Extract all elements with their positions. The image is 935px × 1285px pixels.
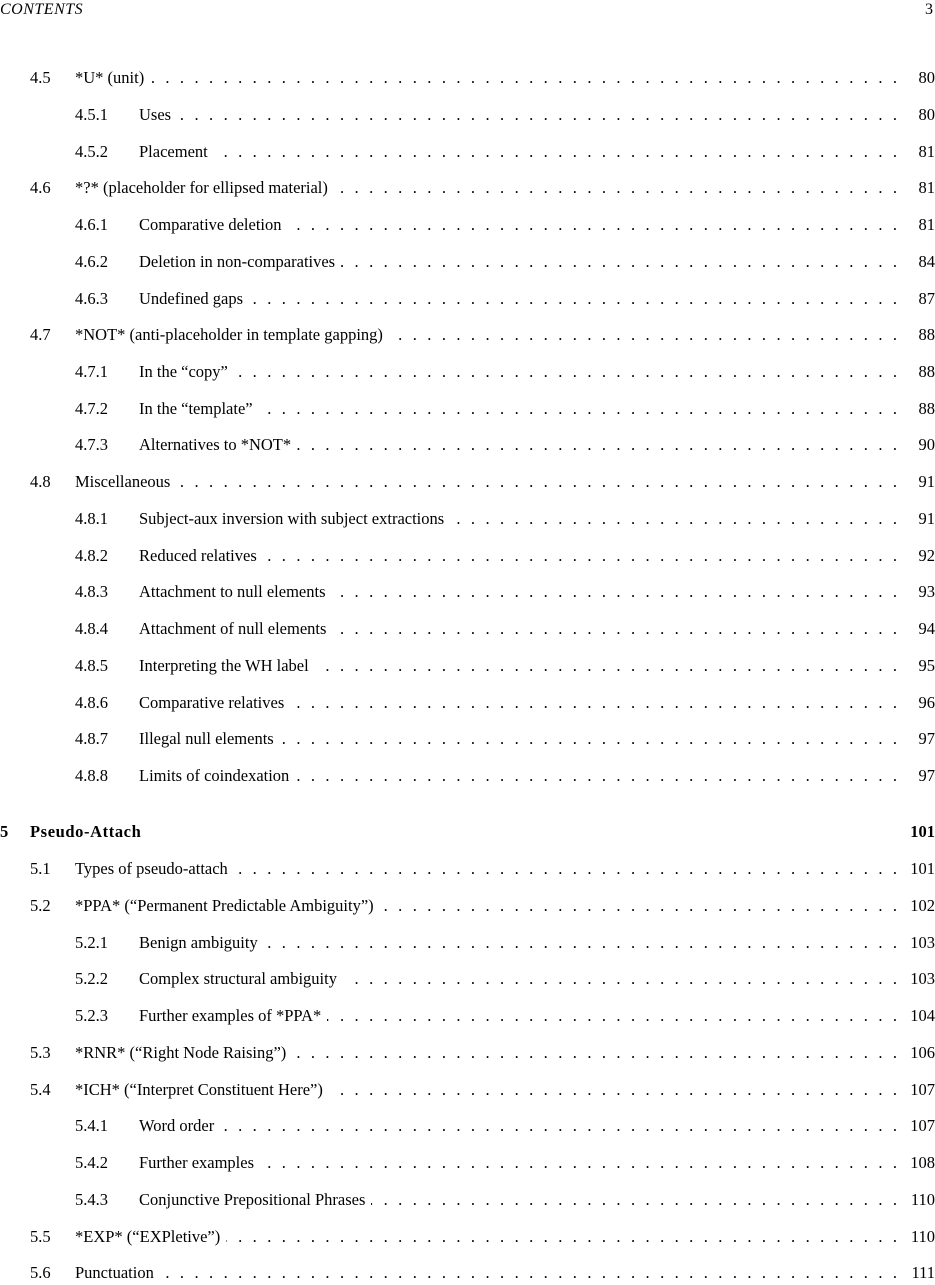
- toc-entry-page: 81: [918, 215, 935, 234]
- dot-leader: [389, 323, 901, 347]
- running-head-page-number: 3: [925, 1, 933, 18]
- toc-entry[interactable]: [0, 1041, 935, 1065]
- dot-leader: [260, 1151, 901, 1175]
- toc-entry[interactable]: [0, 213, 935, 237]
- toc-entry[interactable]: [0, 1004, 935, 1028]
- toc-entry-title: Alternatives to *NOT*: [139, 435, 292, 454]
- toc-entry-page: 103: [910, 933, 935, 952]
- toc-entry-page: 88: [918, 325, 935, 344]
- toc-entry[interactable]: [0, 507, 935, 531]
- toc-entry-page: 107: [910, 1116, 935, 1135]
- toc-entry[interactable]: [0, 66, 935, 90]
- toc-entry-page: 80: [918, 105, 935, 124]
- toc-entry-number: 4.7: [30, 325, 51, 344]
- toc-entry-number: 5.4.2: [75, 1153, 108, 1172]
- toc-entry-page: 102: [910, 896, 935, 915]
- running-head: [0, 0, 935, 22]
- toc-entry-number: 5.2.3: [75, 1006, 108, 1025]
- dot-leader: [177, 103, 901, 127]
- toc-entry-number: 5.1: [30, 859, 51, 878]
- toc-entry-page: 96: [918, 693, 935, 712]
- dot-leader: [371, 1188, 901, 1212]
- toc-entry-number: 4.6: [30, 178, 51, 197]
- toc-entry[interactable]: [0, 967, 935, 991]
- toc-entry-title: Placement: [139, 142, 208, 161]
- toc-entry[interactable]: [0, 544, 935, 568]
- toc-entry-number: 4.8.8: [75, 766, 108, 785]
- running-head-title: CONTENTS: [0, 1, 84, 18]
- toc-entry-number: 4.5.1: [75, 105, 108, 124]
- toc-entry-page: 87: [918, 289, 935, 308]
- toc-entry-page: 92: [918, 546, 935, 565]
- toc-chapter-number: 5: [0, 822, 9, 841]
- toc-entry[interactable]: [0, 1151, 935, 1175]
- toc-entry-title: Punctuation: [75, 1263, 154, 1282]
- toc-entry-page: 94: [918, 619, 935, 638]
- toc-entry-title: Deletion in non-comparatives: [139, 252, 336, 271]
- toc-entry[interactable]: [0, 287, 935, 311]
- toc-entry-title: *RNR* (“Right Node Raising”): [75, 1043, 287, 1062]
- toc-entry[interactable]: [0, 580, 935, 604]
- dot-leader: [329, 1078, 901, 1102]
- toc-entry-number: 4.8.5: [75, 656, 108, 675]
- toc-entry[interactable]: [0, 857, 935, 881]
- toc-entry-page: 97: [918, 729, 935, 748]
- toc-entry-page: 110: [910, 1227, 935, 1246]
- dot-leader: [315, 654, 901, 678]
- toc-entry-title: Benign ambiguity: [139, 933, 258, 952]
- toc-entry-title: Complex structural ambiguity: [139, 969, 337, 988]
- dot-leader: [214, 140, 901, 164]
- dot-leader: [234, 857, 901, 881]
- toc-entry[interactable]: [0, 250, 935, 274]
- dot-leader: [249, 287, 901, 311]
- dot-leader: [290, 691, 901, 715]
- toc-entry-title: Miscellaneous: [75, 472, 171, 491]
- toc-entry[interactable]: [0, 176, 935, 200]
- toc-entry-number: 5.4.3: [75, 1190, 108, 1209]
- toc-entry-page: 103: [910, 969, 935, 988]
- toc-entry-title: Conjunctive Prepositional Phrases: [139, 1190, 366, 1209]
- toc-entry-title: Types of pseudo-attach: [75, 859, 228, 878]
- toc-entry-number: 5.4: [30, 1080, 51, 1099]
- toc-entry[interactable]: [0, 470, 935, 494]
- toc-entry-number: 4.8.7: [75, 729, 108, 748]
- toc-entry[interactable]: [0, 617, 935, 641]
- toc-entry[interactable]: [0, 691, 935, 715]
- toc-entry-title: Undefined gaps: [139, 289, 244, 308]
- toc-chapter-title: Pseudo-Attach: [30, 822, 142, 841]
- toc-entry-page: 107: [910, 1080, 935, 1099]
- dot-leader: [150, 66, 901, 90]
- dot-leader: [280, 727, 901, 751]
- toc-entry[interactable]: [0, 1188, 935, 1212]
- toc-entry-title: Reduced relatives: [139, 546, 257, 565]
- toc-entry-title: Interpreting the WH label: [139, 656, 309, 675]
- toc-entry-page: 90: [918, 435, 935, 454]
- toc-entry-number: 4.8.3: [75, 582, 108, 601]
- dot-leader: [220, 1114, 901, 1138]
- toc-entry-page: 88: [918, 362, 935, 381]
- dot-leader: [343, 967, 901, 991]
- toc-entry-number: 4.8.2: [75, 546, 108, 565]
- dot-leader: [327, 1004, 901, 1028]
- toc-entry[interactable]: [0, 397, 935, 421]
- toc-entry-number: 4.8.6: [75, 693, 108, 712]
- toc-entry-title: Uses: [139, 105, 172, 124]
- toc-entry-title: Further examples: [139, 1153, 255, 1172]
- toc-entry[interactable]: [0, 764, 935, 788]
- dot-leader: [341, 250, 901, 274]
- toc-chapter-page: 101: [910, 822, 935, 841]
- toc-entry[interactable]: [0, 654, 935, 678]
- toc-entry-number: 4.8.1: [75, 509, 108, 528]
- toc-entry-number: 4.8: [30, 472, 51, 491]
- toc-entry-number: 4.5.2: [75, 142, 108, 161]
- toc-entry[interactable]: [0, 931, 935, 955]
- dot-leader: [160, 1261, 901, 1285]
- dot-leader: [259, 397, 901, 421]
- toc-entry-title: In the “template”: [139, 399, 253, 418]
- toc-entry-page: 91: [918, 472, 935, 491]
- toc-entry[interactable]: [0, 1225, 935, 1249]
- dot-leader: [264, 931, 901, 955]
- toc-entry-title: Attachment of null elements: [139, 619, 327, 638]
- dot-leader: [332, 580, 902, 604]
- toc-entry[interactable]: [0, 433, 935, 457]
- toc-entry-title: *NOT* (anti-placeholder in template gapping): [75, 325, 383, 344]
- toc-entry-number: 4.6.3: [75, 289, 108, 308]
- toc-entry-title: Subject-aux inversion with subject extractions: [139, 509, 445, 528]
- toc-entry-page: 91: [918, 509, 935, 528]
- toc-entry-number: 4.6.1: [75, 215, 108, 234]
- toc-entry-title: *U* (unit): [75, 68, 145, 87]
- dot-leader: [234, 360, 901, 384]
- toc-entry-number: 5.2: [30, 896, 51, 915]
- toc-entry-number: 5.6: [30, 1263, 51, 1282]
- toc-entry-number: 4.6.2: [75, 252, 108, 271]
- toc-entry-page: 110: [910, 1190, 935, 1209]
- toc-entry-page: 93: [918, 582, 935, 601]
- toc-entry-title: Limits of coindexation: [139, 766, 290, 785]
- toc-entry-title: In the “copy”: [139, 362, 228, 381]
- toc-entry-number: 4.7.3: [75, 435, 108, 454]
- toc-entry[interactable]: [0, 894, 935, 918]
- toc-entry[interactable]: [0, 727, 935, 751]
- dot-leader: [450, 507, 901, 531]
- toc-chapter-entry[interactable]: [0, 820, 935, 844]
- toc-entry-number: 4.5: [30, 68, 51, 87]
- toc-entry[interactable]: [0, 360, 935, 384]
- toc-entry-number: 5.3: [30, 1043, 51, 1062]
- toc-entry-title: *?* (placeholder for ellipsed material): [75, 178, 328, 197]
- toc-entry-page: 84: [918, 252, 935, 271]
- toc-entry-number: 5.2.2: [75, 969, 108, 988]
- toc-entry-title: *PPA* (“Permanent Predictable Ambiguity”): [75, 896, 374, 915]
- dot-leader: [332, 617, 901, 641]
- toc-entry-page: 81: [918, 142, 935, 161]
- dot-leader: [263, 544, 901, 568]
- toc-entry-number: 4.7.1: [75, 362, 108, 381]
- toc-entry-page: 111: [911, 1263, 935, 1282]
- dot-leader: [380, 894, 901, 918]
- toc-entry[interactable]: [0, 1078, 935, 1102]
- dot-leader: [295, 764, 901, 788]
- toc-entry-page: 108: [910, 1153, 935, 1172]
- toc-entry-page: 81: [918, 178, 935, 197]
- toc-entry-number: 4.8.4: [75, 619, 108, 638]
- toc-entry-page: 106: [910, 1043, 935, 1062]
- dot-leader: [176, 470, 901, 494]
- dot-leader: [226, 1225, 901, 1249]
- toc-entry[interactable]: [0, 1261, 935, 1285]
- toc-entry-number: 5.5: [30, 1227, 51, 1246]
- toc-entry-title: Further examples of *PPA*: [139, 1006, 322, 1025]
- dot-leader: [288, 213, 902, 237]
- dot-leader: [292, 1041, 901, 1065]
- toc-entry-page: 80: [918, 68, 935, 87]
- toc-entry-title: Comparative relatives: [139, 693, 285, 712]
- toc-entry[interactable]: [0, 103, 935, 127]
- toc-entry-page: 97: [918, 766, 935, 785]
- toc-entry[interactable]: [0, 1114, 935, 1138]
- toc-entry-title: Word order: [139, 1116, 215, 1135]
- toc-entry-page: 95: [918, 656, 935, 675]
- toc-entry-page: 104: [910, 1006, 935, 1025]
- toc-entry-number: 4.7.2: [75, 399, 108, 418]
- toc-entry-page: 101: [910, 859, 935, 878]
- toc-entry-title: Attachment to null elements: [139, 582, 326, 601]
- dot-leader: [297, 433, 901, 457]
- toc-entry-title: *ICH* (“Interpret Constituent Here”): [75, 1080, 323, 1099]
- dot-leader: [334, 176, 901, 200]
- toc-entry[interactable]: [0, 140, 935, 164]
- toc-entry-title: Comparative deletion: [139, 215, 282, 234]
- toc-entry-title: *EXP* (“EXPletive”): [75, 1227, 221, 1246]
- toc-entry[interactable]: [0, 323, 935, 347]
- toc-entry-page: 88: [918, 399, 935, 418]
- toc-entry-title: Illegal null elements: [139, 729, 274, 748]
- toc-entry-number: 5.2.1: [75, 933, 108, 952]
- toc-entry-number: 5.4.1: [75, 1116, 108, 1135]
